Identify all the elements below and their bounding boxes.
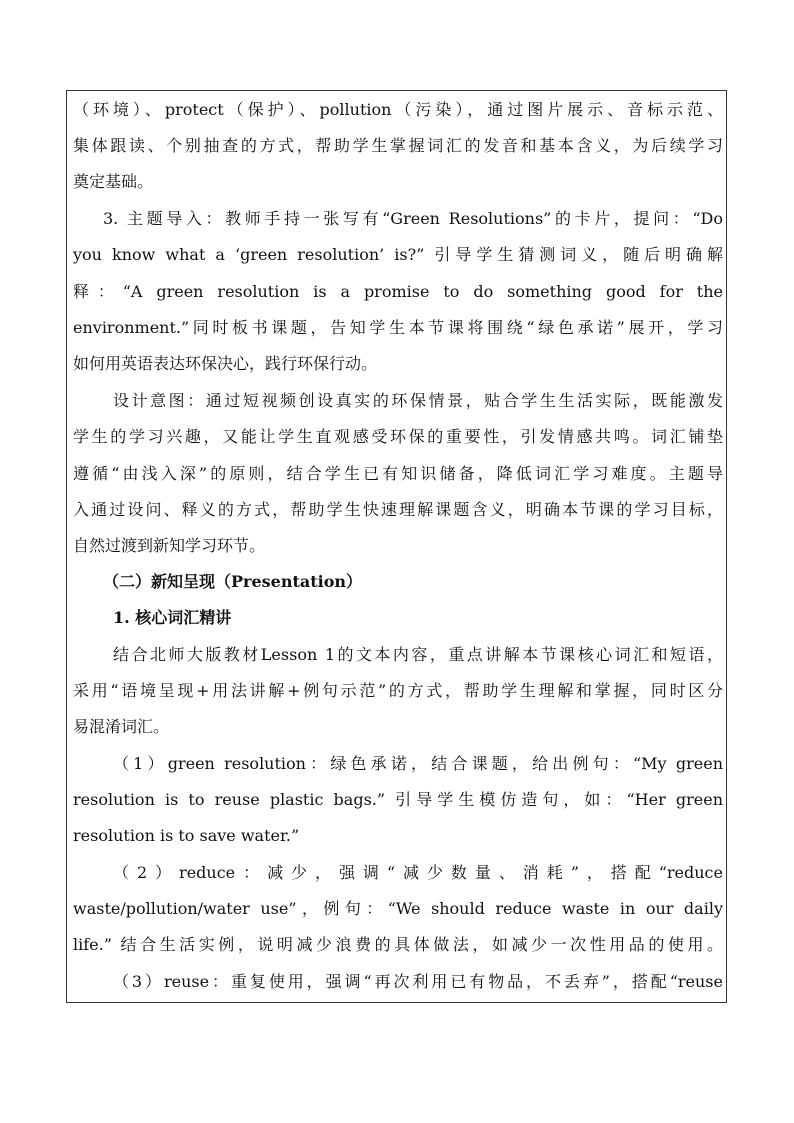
list-item-line: waste/pollution/water use”，例句：“We should reduce waste in our daily: [73, 899, 723, 918]
paragraph-line: 释：“A green resolution is a promise to do something good for the: [73, 282, 723, 301]
list-item-line: resolution is to reuse plastic bags.” 引导学生模仿造句，如：“Her green: [73, 790, 723, 809]
paragraph-line: you know what a ‘green resolution’ is?” 引导学生猜测词义，随后明确解: [73, 245, 723, 264]
list-item-line: （3）reuse：重复使用，强调“再次利用已有物品，不丢弃”，搭配“reuse: [113, 972, 723, 991]
paragraph-line: 集体跟读、个别抽查的方式，帮助学生掌握词汇的发音和基本含义，为后续学习: [73, 136, 723, 155]
paragraph-line: 结合北师大版教材Lesson 1的文本内容，重点讲解本节课核心词汇和短语，: [113, 645, 723, 664]
subsection-heading: 1. 核心词汇精讲: [113, 608, 232, 627]
paragraph-line: 3. 主题导入：教师手持一张写有“Green Resolutions”的卡片，提问：“Do: [103, 209, 723, 228]
paragraph-line: 如何用英语表达环保决心，践行环保行动。: [73, 354, 378, 373]
paragraph-line: 采用“语境呈现+用法讲解+例句示范”的方式，帮助学生理解和掌握，同时区分: [73, 681, 723, 700]
paragraph-line: 奠定基础。: [73, 172, 154, 191]
list-item-line: （1）green resolution：绿色承诺，结合课题，给出例句：“My green: [113, 754, 723, 773]
paragraph-line: environment.”同时板书课题，告知学生本节课将围绕“绿色承诺”展开，学习: [73, 318, 723, 337]
paragraph-line: （环境）、protect（保护）、pollution（污染），通过图片展示、音标示范、: [73, 100, 723, 119]
list-item-line: （2）reduce：减少，强调“减少数量、消耗”，搭配“reduce: [113, 863, 723, 882]
list-item-line: life.” 结合生活实例，说明减少浪费的具体做法，如减少一次性用品的使用。: [73, 935, 723, 954]
paragraph-line: 学生的学习兴趣，又能让学生直观感受环保的重要性，引发情感共鸣。词汇铺垫: [73, 427, 723, 446]
paragraph-line: 遵循“由浅入深”的原则，结合学生已有知识储备，降低词汇学习难度。主题导: [73, 464, 723, 483]
paragraph-line: 易混淆词汇。: [73, 717, 170, 736]
section-heading: （二）新知呈现（Presentation）: [103, 572, 362, 591]
paragraph-line: 自然过渡到新知学习环节。: [73, 536, 266, 555]
paragraph-line: 设计意图：通过短视频创设真实的环保情景，贴合学生生活实际，既能激发: [113, 391, 723, 410]
list-item-line: resolution is to save water.”: [73, 826, 300, 845]
paragraph-line: 入通过设问、释义的方式，帮助学生快速理解课题含义，明确本节课的学习目标，: [73, 500, 723, 519]
